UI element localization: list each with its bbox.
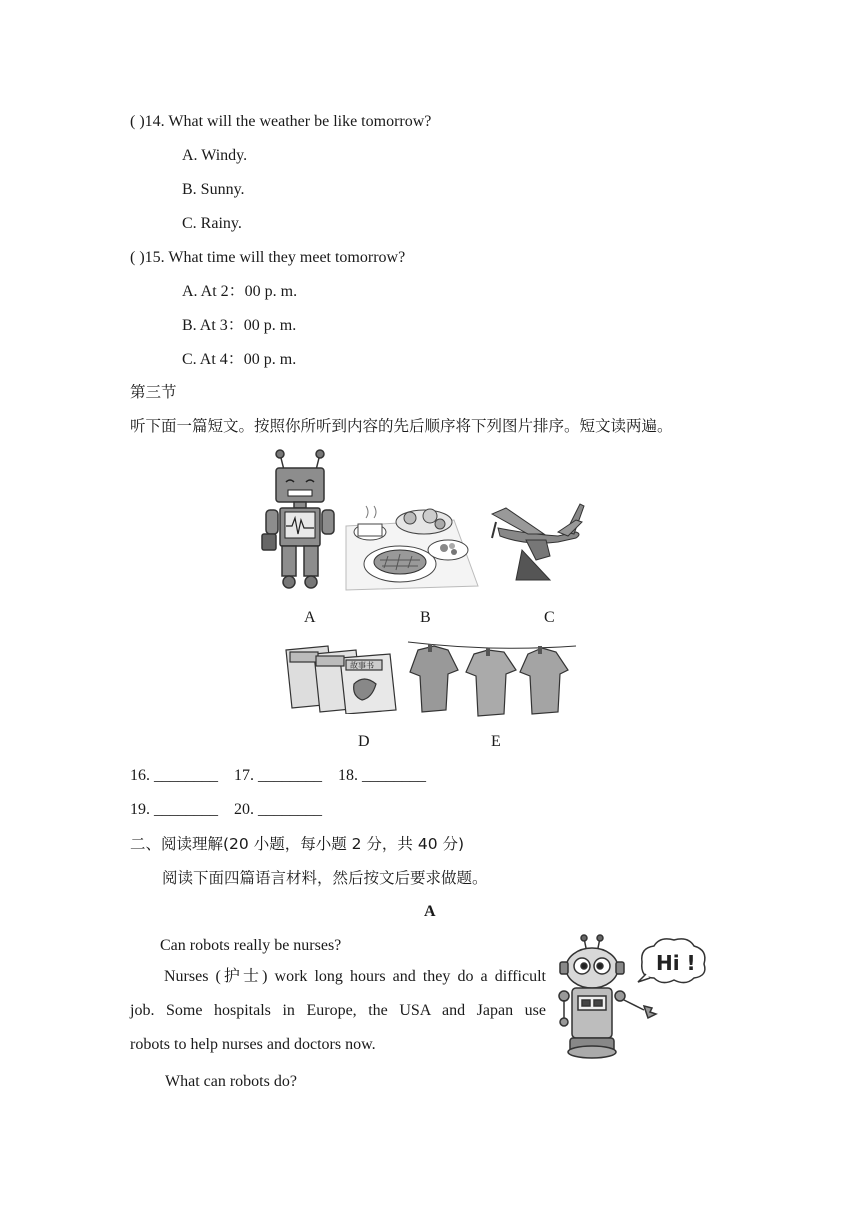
q15-option-b: B. At 3：00 p. m. xyxy=(182,317,297,334)
section-3-instruction: 听下面一篇短文。按照你所听到内容的先后顺序将下列图片排序。短文读两遍。 xyxy=(130,417,673,435)
clothes-line-picture-e xyxy=(404,640,580,722)
story-books-picture-d xyxy=(284,644,400,714)
para1-line-3: robots to help nurses and doctors now. xyxy=(130,1036,376,1053)
para1-line-2: job. Some hospitals in Europe, the USA and Japan use xyxy=(130,1002,546,1019)
food-picture-b xyxy=(344,498,480,592)
reading-instruction: 阅读下面四篇语言材料，然后按文后要求做题。 xyxy=(162,869,488,887)
picture-label-b: B xyxy=(420,609,431,626)
passage-title-line: Can robots really be nurses? xyxy=(160,937,342,954)
picture-label-d: D xyxy=(358,733,370,750)
q15-option-a: A. At 2：00 p. m. xyxy=(182,283,298,300)
passage-paragraph-1 xyxy=(130,960,546,1062)
para1-line-1: Nurses (护士) work long hours and they do a difficult xyxy=(164,968,546,985)
q14-option-b: B. Sunny. xyxy=(182,181,245,198)
answer-blanks-16-18: 16. ________ 17. ________ 18. ________ xyxy=(130,767,426,784)
q14-option-a: A. Windy. xyxy=(182,147,248,164)
speech-bubble-text: Hi ! xyxy=(656,951,696,975)
picture-label-e: E xyxy=(491,733,501,750)
question-14: ( )14. What will the weather be like tomorrow? xyxy=(130,113,432,130)
answer-blanks-19-20: 19. ________ 20. ________ xyxy=(130,801,322,818)
q15-option-c: C. At 4：00 p. m. xyxy=(182,351,297,368)
question-15: ( )15. What time will they meet tomorrow? xyxy=(130,249,406,266)
picture-label-a: A xyxy=(304,609,316,626)
reading-heading: 二、阅读理解(20 小题，每小题 2 分，共 40 分) xyxy=(130,835,465,853)
passage-question-line: What can robots do? xyxy=(165,1073,297,1090)
nurse-robot-picture xyxy=(556,934,710,1064)
airplane-picture-c xyxy=(488,498,586,582)
passage-label: A xyxy=(424,903,436,920)
q14-option-c: C. Rainy. xyxy=(182,215,242,232)
section-3-title: 第三节 xyxy=(130,383,177,401)
book-cover-text: 故事书 xyxy=(350,661,374,670)
robot-picture-a xyxy=(258,448,342,594)
picture-label-c: C xyxy=(544,609,555,626)
